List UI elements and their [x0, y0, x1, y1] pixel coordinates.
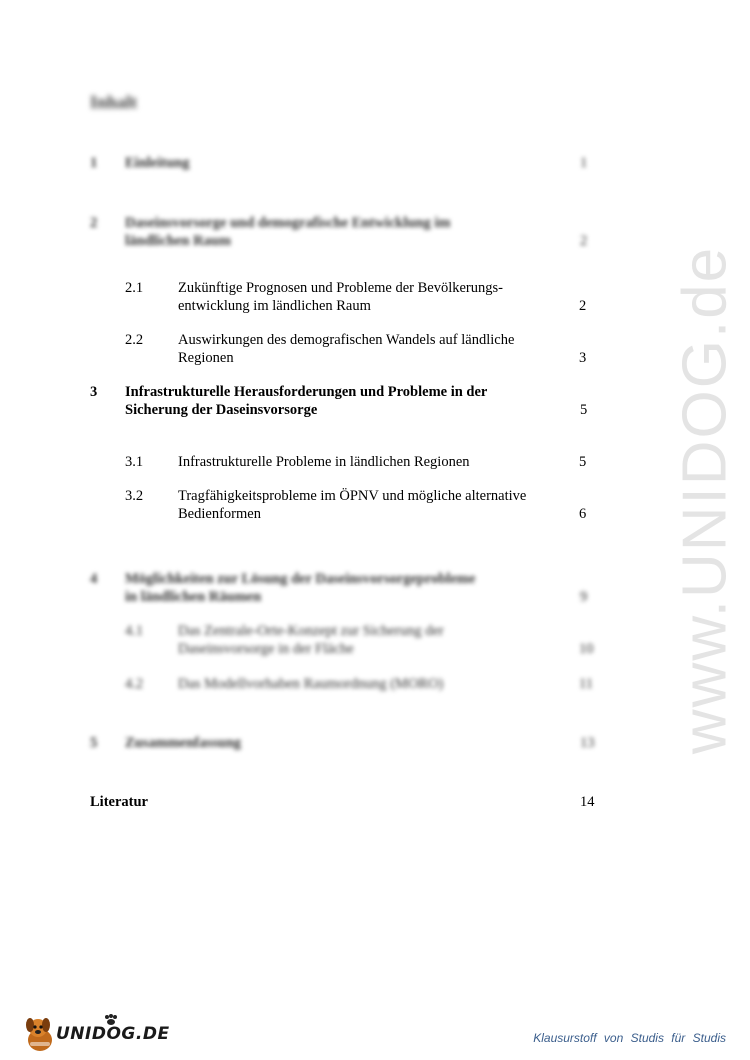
- toc-text-line1: Auswirkungen des demografischen Wandels auf ländliche: [178, 332, 515, 348]
- toc-text-line1: Das Zentrale-Orte-Konzept zur Sicherung der: [178, 623, 444, 639]
- toc-text: Literatur: [90, 794, 148, 810]
- toc-text: Infrastrukturelle Probleme in ländlichen Regionen: [178, 454, 470, 470]
- toc-page: 5: [580, 402, 588, 418]
- toc-page: 10: [579, 641, 594, 657]
- unidog-logo[interactable]: [24, 1014, 184, 1054]
- toc-page: 1: [580, 155, 588, 171]
- toc-page: 9: [580, 589, 588, 605]
- toc-text-line1: Möglichkeiten zur Lösung der Daseinsvorsorgeprobleme: [125, 571, 476, 587]
- toc-number: 1: [90, 155, 98, 171]
- toc-text-line2: Bedienformen: [178, 506, 261, 522]
- watermark: www.UNIDOG.de: [670, 245, 740, 755]
- toc-text-line1: Zukünftige Prognosen und Probleme der Bevölkerungs-: [178, 280, 503, 296]
- toc-number: 2.2: [125, 332, 144, 348]
- toc-page: 13: [580, 735, 595, 751]
- toc-text: Zusammenfassung: [125, 735, 242, 751]
- toc-number: 2.1: [125, 280, 144, 296]
- dog-icon: [24, 1014, 58, 1054]
- toc-number: 4.1: [125, 623, 144, 639]
- toc-page: 2: [580, 233, 588, 249]
- toc-number: 4: [90, 571, 98, 587]
- toc-text-line2: Regionen: [178, 350, 234, 366]
- toc-text-line2: Daseinsvorsorge in der Fläche: [178, 641, 354, 657]
- toc-page: 14: [580, 794, 595, 810]
- toc-number: 4.2: [125, 676, 144, 692]
- toc-number: 3.1: [125, 454, 144, 470]
- toc-text-line1: Daseinsvorsorge und demografische Entwicklung im: [125, 215, 451, 231]
- toc-text: Das Modellvorhaben Raumordnung (MORO): [178, 676, 444, 692]
- toc-text-line1: Infrastrukturelle Herausforderungen und Probleme in der: [125, 384, 488, 400]
- toc-text-line2: ländlichen Raum: [125, 233, 231, 249]
- toc-number: 5: [90, 735, 98, 751]
- toc-number: 3.2: [125, 488, 144, 504]
- toc-page: 6: [579, 506, 587, 522]
- logo-text: UNIDOG.DE: [56, 1024, 170, 1044]
- toc-page: 3: [579, 350, 587, 366]
- toc-text-line1: Tragfähigkeitsprobleme im ÖPNV und mögliche alternative: [178, 488, 527, 504]
- toc-text-line2: in ländlichen Räumen: [125, 589, 262, 605]
- toc-page: 2: [579, 298, 587, 314]
- toc-text-line2: entwicklung im ländlichen Raum: [178, 298, 371, 314]
- toc-number: 2: [90, 215, 98, 231]
- toc-page: 11: [579, 676, 593, 692]
- toc-text: Einleitung: [125, 155, 190, 171]
- toc-number: 3: [90, 384, 98, 400]
- toc-text-line2: Sicherung der Daseinsvorsorge: [125, 402, 318, 418]
- toc-heading: Inhalt: [90, 92, 138, 112]
- toc-page: 5: [579, 454, 587, 470]
- footer-slogan: Klausurstoff von Studis für Studis: [533, 1031, 726, 1045]
